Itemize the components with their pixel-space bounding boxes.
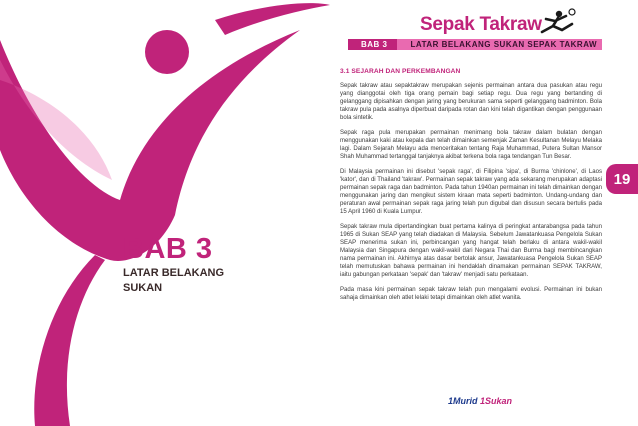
- paragraph: Sepak raga pula merupakan permainan menimang bola takraw dalam bulatan dengan menggunakan kaki atau kepala dan telah dimainkan semenjak Zaman Kesultanan Melayu Melaka lagi. Dalam Sejarah Melayu ada menceritakan tentang Raja Muhammad, Putera Sultan Mansor Shah Muhammad tertanggal tanjaknya akibat terkena bola raga tendangan Tun Besar.: [340, 129, 602, 161]
- footer-logo: [448, 396, 512, 406]
- chapter-subtitle-line: LATAR BELAKANG: [123, 267, 225, 279]
- chapter-label: BAB 3: [348, 39, 397, 50]
- page-number: 19: [606, 164, 638, 194]
- paragraph: Di Malaysia permainan ini disebut 'sepak raga', di Filipina 'sipa', di Burma 'chinlone', di Laos 'kator', dan di Thailand 'takraw'. Permainan sepak takraw yang ada sekarang merupakan adaptasi permainan sepak raga dan badminton. Pada tahun 1940an permainan ini telah dimainkan dengan menggunakan jaring dan mengikut sistem kiraan mata seperti badminton. Undang-undang dan peraturan awal permainan sepak raga jaring telah pun digubal dan disusun secara bertulis pada 15 April 1960 di Kuala Lumpur.: [340, 168, 602, 216]
- paragraph: Sepak takraw atau sepaktakraw merupakan sejenis permainan antara dua pasukan atau regu yang dianggotai oleh tiga orang pemain bagi setiap regu. Dua regu yang bertanding di gelanggang dipisahkan dengan jaring yang berukuran sama seperti gelanggang badminton. Bola takraw pula pada asalnya diperbuat daripada rotan dan kini telah digantikan dengan penggunaan bola sintetik.: [340, 83, 602, 122]
- footer-logo-part: 1Sukan: [480, 396, 513, 406]
- chapter-subtitle: [123, 266, 224, 296]
- chapter-title: LATAR BELAKANG SUKAN SEPAK TAKRAW: [410, 40, 598, 49]
- chapter-subtitle-line: SUKAN: [123, 282, 163, 294]
- paragraph: Pada masa kini permainan sepak takraw telah pun mengalami evolusi. Permainan ini bukan sahaja dimainkan oleh atlet lelaki tetapi dimainkan oleh atlet wanita.: [340, 286, 602, 301]
- chapter-number: BAB 3: [123, 233, 213, 265]
- chapter-banner: [348, 39, 602, 50]
- sepak-takraw-player-icon: [532, 6, 576, 42]
- body-text: [340, 82, 602, 308]
- brand-title: Sepak Takraw: [420, 14, 542, 35]
- paragraph: Sepak takraw mula dipertandingkan buat pertama kalinya di peringkat antarabangsa pada tahun 1965 di Sukan SEAP yang telah diadakan di Malaysia. Sebelum Jawatankuasa Pengelola Sukan SEAP menerima sukan ini, perbincangan yang hangat telah berlaku di antara wakil-wakil Malaysia dan Singapura dengan wakil-wakil dari Negara Thai dan Burma bagi membincangkan nama permainan ini. Akhirnya atas dasar bertolak ansur, Jawatankuasa Pengelola Sukan SEAP telah memutuskan bahawa permainan ini hendaklah dinamakan permainan SEPAK TAKRAW, iaitu gabungan perkataan 'sepak' dan 'takraw' menjadi satu perkataan.: [340, 223, 602, 279]
- footer-logo-part: 1Murid: [448, 396, 478, 406]
- section-heading: 3.1 SEJARAH DAN PERKEMBANGAN: [340, 68, 461, 75]
